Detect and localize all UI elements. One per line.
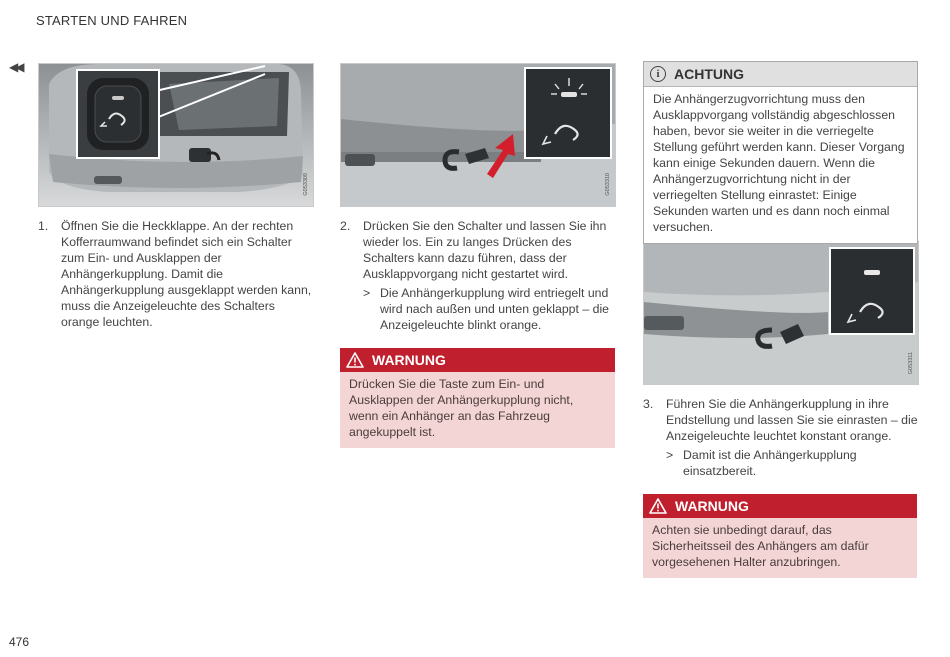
figure-code: G053310 (605, 173, 611, 196)
step-text: Führen Sie die Anhängerkupplung in ihre Endstellung und lassen Sie sie einrasten – die Anzeigeleuchte leuchtet konstant orange. (666, 397, 918, 443)
figure-code: G053311 (908, 351, 914, 374)
result-marker: > (363, 286, 371, 300)
step-3 (643, 396, 919, 479)
step-result (363, 285, 616, 333)
caution-title: ACHTUNG (674, 66, 744, 82)
step-result-text: Damit ist die Anhängerkupplung einsatzbereit. (683, 448, 857, 478)
result-marker: > (666, 448, 674, 462)
caution-header (644, 62, 917, 87)
back-nav-icon[interactable]: ◀◀ (9, 60, 22, 74)
warning-text: Drücken Sie die Taste zum Ein- und Ausklappen der Anhängerkupplung nicht, wenn ein Anhänger an das Fahrzeug angekuppelt ist. (340, 372, 615, 448)
page-number: 476 (9, 635, 30, 649)
figure-towbar-unfold (340, 63, 616, 207)
caution-text: Die Anhängerzugvorrichtung muss den Ausklappvorgang vollständig abgeschlossen haben, bevor sie weiter in die verriegelte Stellung geführt werden kann. Dieser Vorgang kann einige Sekunden dauern. Wenn die Anhängerzugvorrichtung nicht in der verriegelten Stellung einrastet: Einige Sekunden warten und es dann noch einmal versuchen. (653, 92, 905, 234)
warning-triangle-icon (346, 352, 364, 368)
step-2 (340, 218, 616, 333)
towbar-unfold-illustration (341, 64, 615, 206)
step-number: 2. (340, 219, 351, 233)
step-1 (38, 218, 314, 330)
warning-title: WARNUNG (675, 498, 749, 514)
caution-box (643, 61, 918, 244)
step-result (666, 447, 919, 479)
warning-triangle-icon (649, 498, 667, 514)
info-icon: i (650, 66, 666, 82)
step-text: Öffnen Sie die Heckklappe. An der rechten Kofferraumwand befindet sich ein Schalter zum Ein- und Ausklappen der Anhängerkupplung. Damit die Anhängerkupplung ausgeklappt werden kann, muss die Anzeigeleuchte des Schalters orange leuchten. (61, 219, 312, 329)
towbar-lock-illustration (644, 242, 918, 384)
section-title: STARTEN UND FAHREN (36, 13, 188, 28)
warning-title: WARNUNG (372, 352, 446, 368)
car-rear-switch-illustration (39, 64, 313, 206)
warning-header (643, 494, 917, 518)
warning-text: Achten sie unbedingt darauf, das Sicherheitsseil des Anhängers am dafür vorgesehenen Halter anzubringen. (643, 518, 917, 578)
figure-code: G053309 (303, 173, 309, 196)
step-text: Drücken Sie den Schalter und lassen Sie ihn wieder los. Ein zu langes Drücken des Schalters kann dazu führen, dass der Ausklappvorgang nicht gestartet wird. (363, 219, 607, 281)
warning-header (340, 348, 615, 372)
step-number: 1. (38, 219, 49, 233)
warning-box (340, 348, 615, 448)
step-number: 3. (643, 397, 654, 411)
figure-towbar-lock (643, 241, 919, 385)
step-result-text: Die Anhängerkupplung wird entriegelt und wird nach außen und unten geklappt – die Anzeigeleuchte blinkt orange. (380, 286, 610, 332)
warning-box (643, 494, 917, 578)
figure-car-rear-switch (38, 63, 314, 207)
